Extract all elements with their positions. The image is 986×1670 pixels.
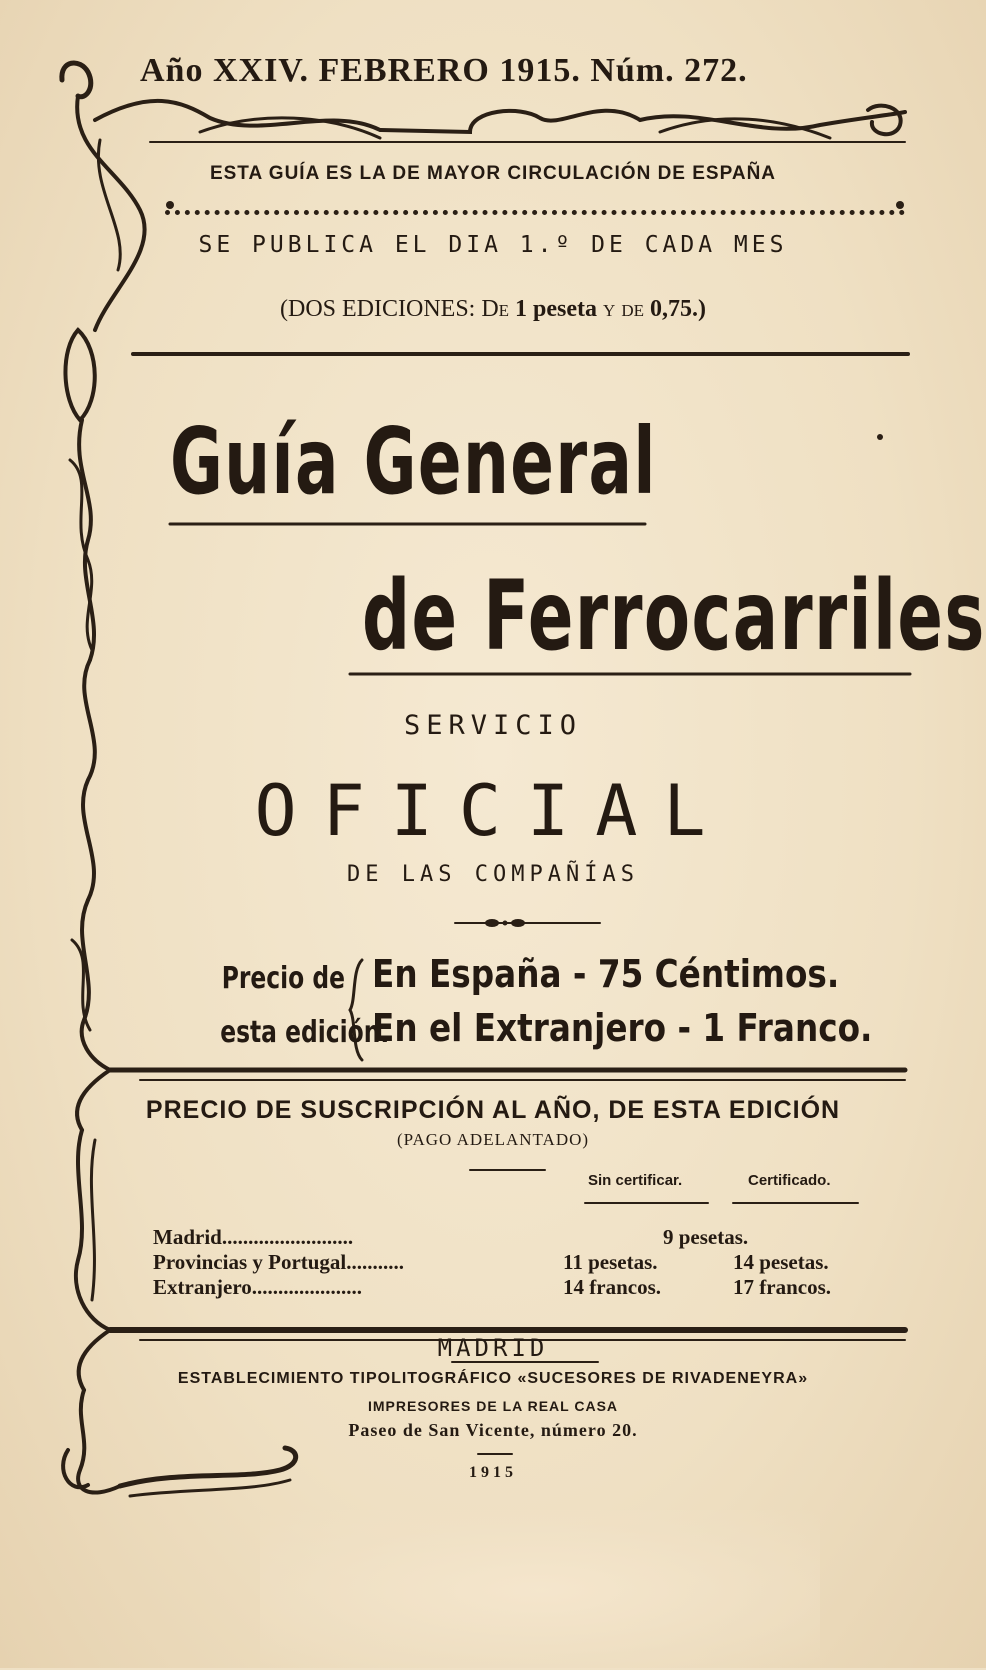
paper-stain: [260, 1510, 820, 1670]
column-header-uncertified: Sin certificar.: [588, 1172, 683, 1189]
imprint-printers: IMPRESORES DE LA REAL CASA: [367, 1398, 619, 1414]
publication-frequency: SE PUBLICA EL DIA 1.º DE CADA MES: [198, 232, 788, 258]
column-header-certified: Certificado.: [748, 1172, 831, 1189]
title-line-2: de Ferrocarriles: [362, 560, 986, 672]
dotted-divider: [165, 202, 905, 215]
edition-price-label: Precio de esta edición.: [220, 961, 390, 1050]
price-abroad: En el Extranjero - 1 Franco.: [372, 1006, 873, 1050]
imprint-city: MADRID: [437, 1334, 549, 1362]
price-spain: En España - 75 Céntimos.: [372, 952, 840, 996]
companias-label: DE LAS COMPAÑÍAS: [347, 862, 639, 887]
page: Año XXIV. FEBRERO 1915. Núm. 272. ESTA GUÍA ES LA DE MAYOR CIRCULACIÓN DE ESPAÑA SE PUBLICA EL DIA 1.º DE CADA MES (DOS EDICIONES: De 1 peseta y de 0,75.) Guía General de Ferrocarriles SERVICIO OFICIAL DE LAS COMPAÑÍAS Precio de esta edición. En España - 75 Céntimos. En el Extranjero - 1 Franco. PRECIO DE SUSCRIPCIÓN AL AÑO, DE ESTA EDICIÓN (PAGO ADELANTADO) Sin certificar. Certificado. Madrid......................... 9 pesetas. Provincias y Portugal........... 11 pesetas. 14 pesetas. Extranjero..................... 14 francos. 17 francos. MADRID ESTABLECIMIENTO TIPOLITOGRÁFICO «SUCESORES DE RIVADENEYRA» IMPRESORES DE LA REAL CASA Paseo de San Vicente, número 20. 1915: [0, 0, 986, 1668]
issue-month: FEBRERO 1915.: [318, 52, 581, 89]
oficial-label: OFICIAL: [254, 770, 732, 852]
circulation-note: ESTA GUÍA ES LA DE MAYOR CIRCULACIÓN DE ESPAÑA: [209, 163, 777, 184]
imprint-year: 1915: [469, 1464, 517, 1481]
issue-header: [140, 52, 748, 90]
issue-number: Núm. 272.: [590, 52, 748, 89]
servicio-label: SERVICIO: [403, 710, 583, 741]
imprint-establishment: ESTABLECIMIENTO TIPOLITOGRÁFICO «SUCESORES DE RIVADENEYRA»: [177, 1370, 809, 1387]
subscription-note: (PAGO ADELANTADO): [396, 1130, 590, 1149]
imprint-address: Paseo de San Vicente, número 20.: [348, 1420, 638, 1440]
title-line-1: Guía General: [170, 408, 657, 515]
editions-note: (DOS EDICIONES: De 1 peseta y de 0,75.): [280, 296, 706, 322]
issue-year: Año XXIV.: [140, 52, 309, 89]
subscription-title: PRECIO DE SUSCRIPCIÓN AL AÑO, DE ESTA EDICIÓN: [145, 1096, 841, 1124]
